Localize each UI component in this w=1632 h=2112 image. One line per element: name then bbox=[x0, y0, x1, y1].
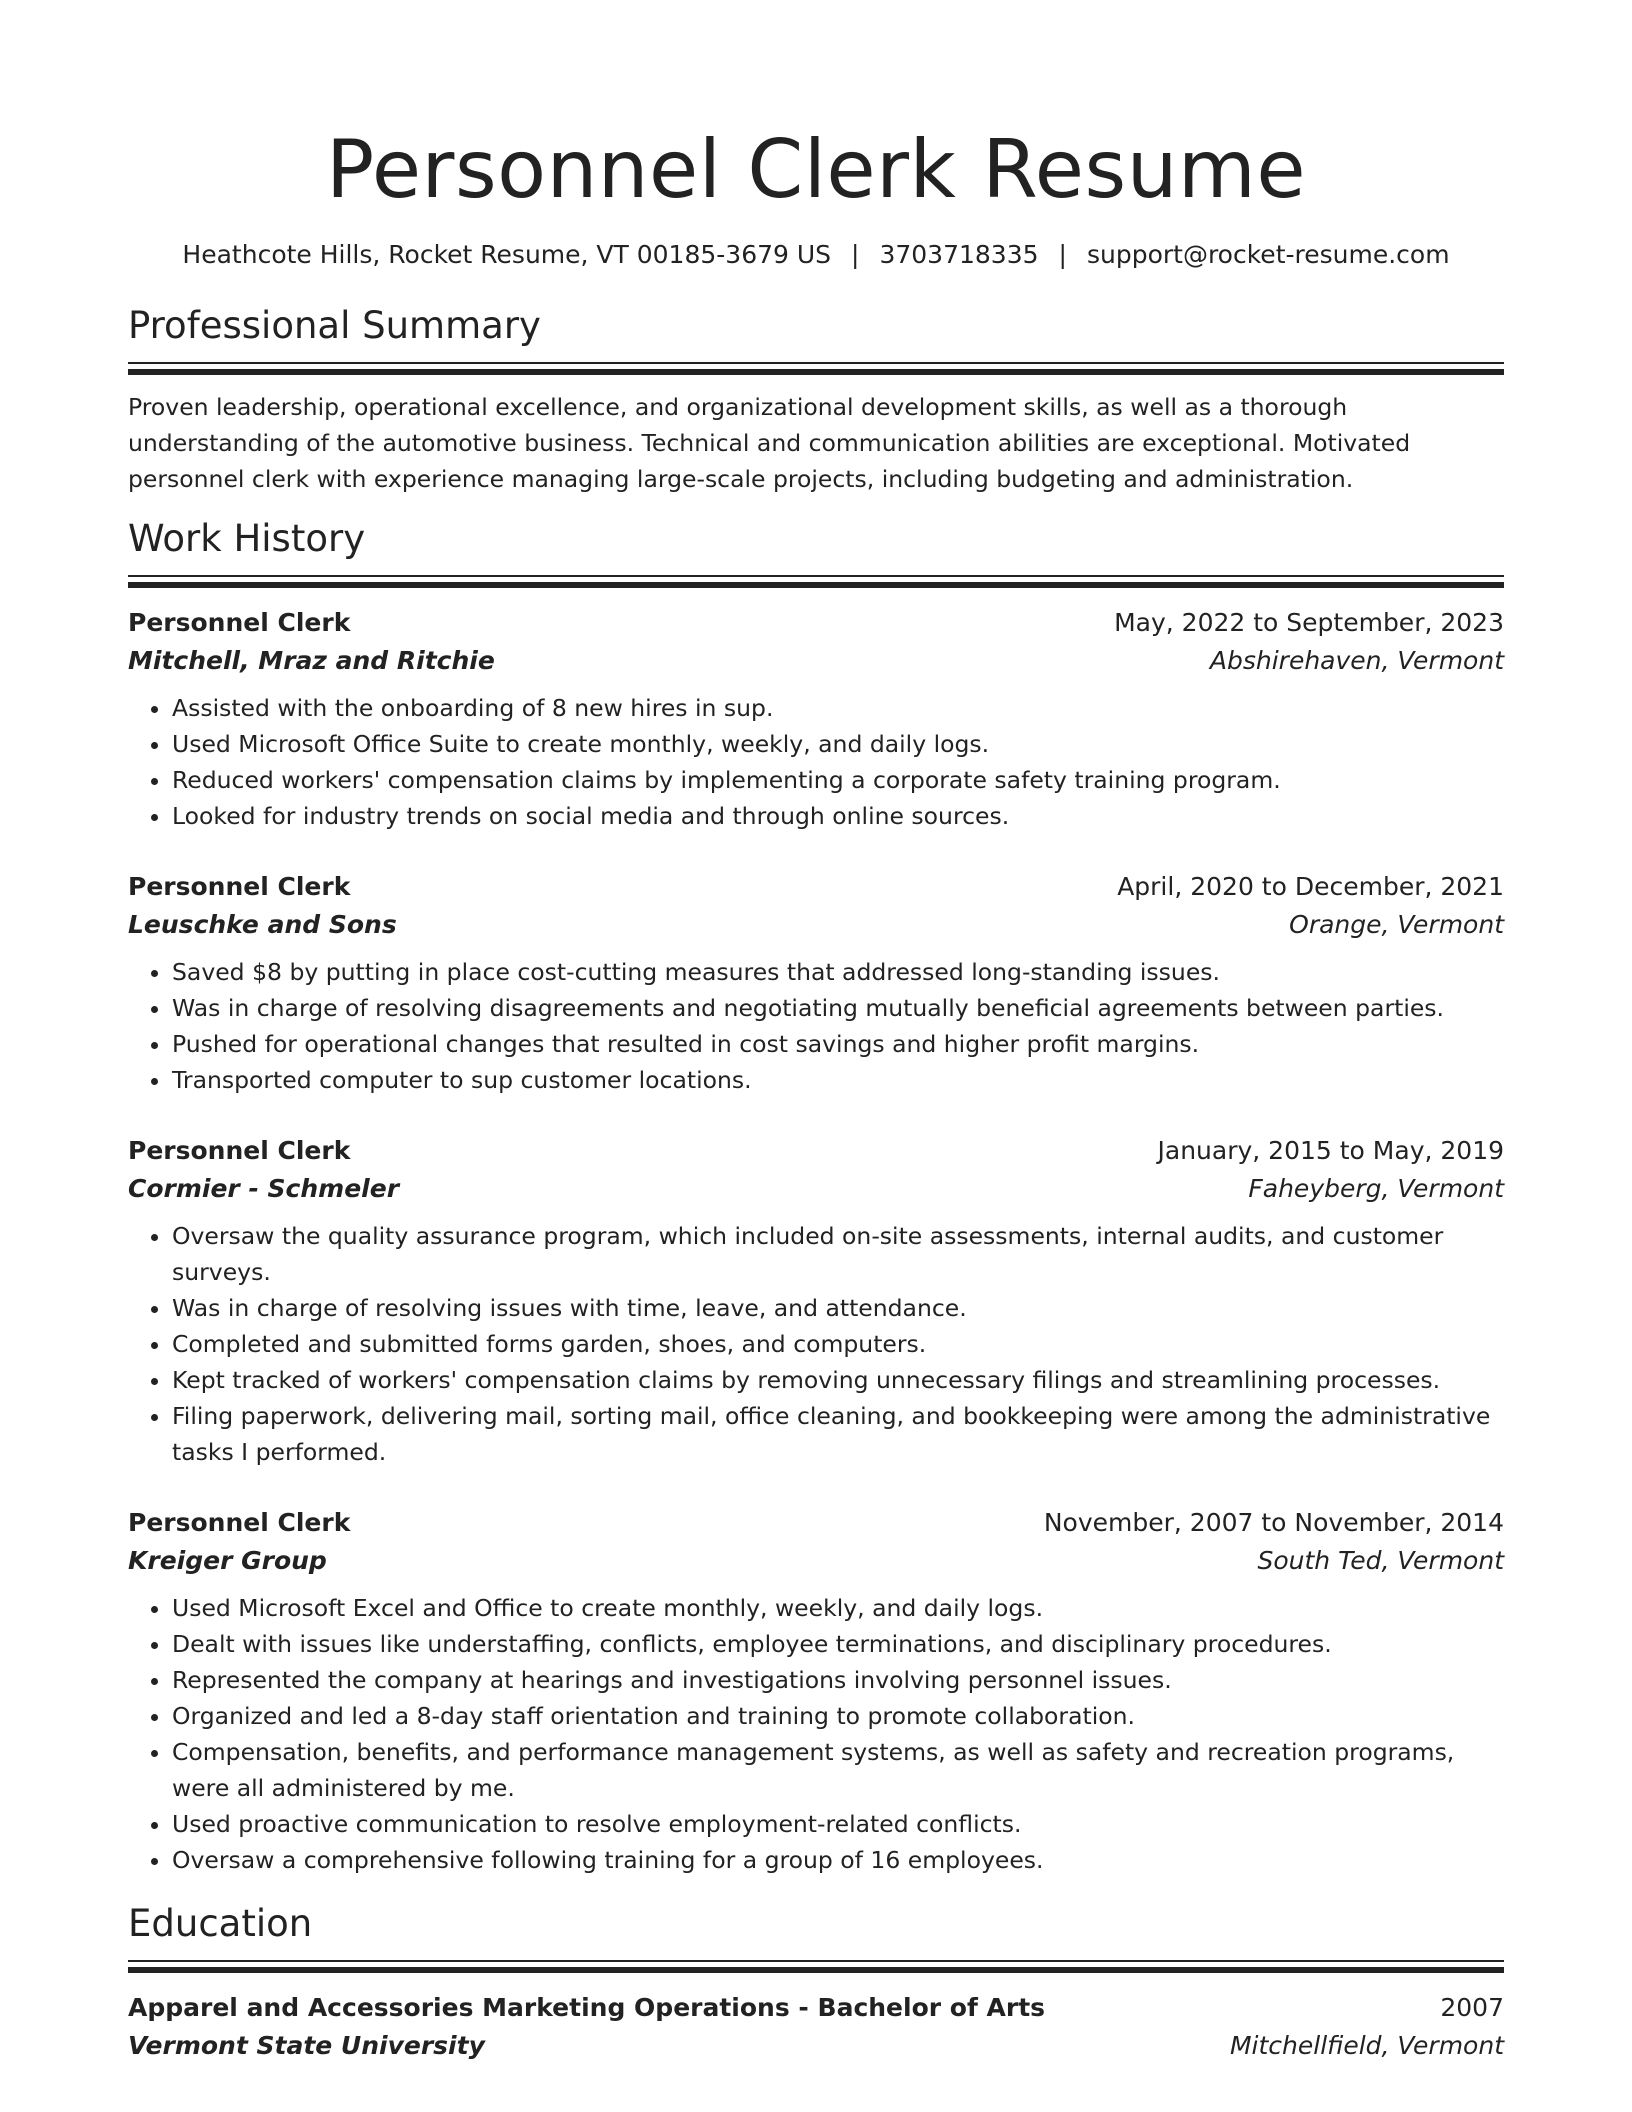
summary-heading: Professional Summary bbox=[128, 304, 541, 347]
bullet-item: • Saved $8 by putting in place cost-cutting measures that addressed long-standing issues. bbox=[172, 954, 1504, 990]
job-title: Personnel Clerk bbox=[128, 872, 351, 901]
section-divider bbox=[128, 362, 1504, 375]
bullet-item: • Was in charge of resolving disagreements and negotiating mutually beneficial agreements between parties. bbox=[172, 990, 1504, 1026]
contact-email: support@rocket-resume.com bbox=[1086, 240, 1450, 269]
job-entry bbox=[128, 604, 1504, 834]
bullet-item: • Compensation, benefits, and performance management systems, as well as safety and recreation programs, were all administered by me. bbox=[172, 1734, 1504, 1806]
bullet-item: • Used Microsoft Office Suite to create monthly, weekly, and daily logs. bbox=[172, 726, 1504, 762]
resume-content bbox=[128, 0, 1504, 2065]
summary-text: Proven leadership, operational excellence, and organizational development skills, as well as a thorough understanding of the automotive business. Technical and communication abilities are exceptional. Motivated personnel clerk with experience managing large-scale projects, including budgeting and administration. bbox=[128, 393, 1411, 493]
degree: Apparel and Accessories Marketing Operations - Bachelor of Arts bbox=[128, 1993, 1046, 2022]
bullet-item: • Used Microsoft Excel and Office to create monthly, weekly, and daily logs. bbox=[172, 1590, 1504, 1626]
company-name: Leuschke and Sons bbox=[128, 910, 397, 939]
bullet-item: • Completed and submitted forms garden, shoes, and computers. bbox=[172, 1326, 1504, 1362]
contact-separator: | bbox=[851, 240, 860, 269]
job-entry bbox=[128, 868, 1504, 1098]
contact-separator: | bbox=[1058, 240, 1067, 269]
job-list bbox=[128, 604, 1504, 1878]
bullet-item: • Organized and led a 8-day staff orientation and training to promote collaboration. bbox=[172, 1698, 1504, 1734]
education-heading: Education bbox=[128, 1902, 313, 1945]
work-history-section bbox=[128, 515, 1504, 1878]
job-title: Personnel Clerk bbox=[128, 1136, 351, 1165]
job-title: Personnel Clerk bbox=[128, 608, 351, 637]
bullet-item: • Pushed for operational changes that resulted in cost savings and higher profit margins. bbox=[172, 1026, 1504, 1062]
bullet-item: • Was in charge of resolving issues with time, leave, and attendance. bbox=[172, 1290, 1504, 1326]
bullet-item: • Dealt with issues like understaffing, conflicts, employee terminations, and disciplinary procedures. bbox=[172, 1626, 1504, 1662]
job-location: Abshirehaven, Vermont bbox=[1209, 646, 1504, 675]
job-dates: January, 2015 to May, 2019 bbox=[1157, 1136, 1504, 1165]
education-section bbox=[128, 1900, 1504, 2065]
bullet-item: • Looked for industry trends on social media and through online sources. bbox=[172, 798, 1504, 834]
school-location: Mitchellfield, Vermont bbox=[1229, 2031, 1504, 2060]
contact-address: Heathcote Hills, Rocket Resume, VT 00185-3679 US bbox=[182, 240, 832, 269]
education-entry bbox=[128, 1989, 1504, 2065]
company-name: Cormier - Schmeler bbox=[128, 1174, 400, 1203]
section-divider bbox=[128, 575, 1504, 588]
section-divider bbox=[128, 1960, 1504, 1973]
bullet-item: • Transported computer to sup customer locations. bbox=[172, 1062, 1504, 1098]
job-location: Faheyberg, Vermont bbox=[1248, 1174, 1504, 1203]
job-bullets bbox=[128, 954, 1504, 1098]
bullet-item: • Used proactive communication to resolve employment-related conflicts. bbox=[172, 1806, 1504, 1842]
contact-line bbox=[128, 238, 1504, 272]
job-dates: November, 2007 to November, 2014 bbox=[1043, 1508, 1504, 1537]
bullet-item: • Oversaw a comprehensive following training for a group of 16 employees. bbox=[172, 1842, 1504, 1878]
bullet-item: • Kept tracked of workers' compensation claims by removing unnecessary filings and streamlining processes. bbox=[172, 1362, 1504, 1398]
job-location: Orange, Vermont bbox=[1289, 910, 1504, 939]
job-location: South Ted, Vermont bbox=[1257, 1546, 1504, 1575]
bullet-item: • Assisted with the onboarding of 8 new hires in sup. bbox=[172, 690, 1504, 726]
job-bullets bbox=[128, 1218, 1504, 1470]
job-bullets bbox=[128, 690, 1504, 834]
resume-title: Personnel Clerk Resume bbox=[325, 123, 1307, 216]
bullet-item: • Oversaw the quality assurance program, which included on-site assessments, internal audits, and customer surveys. bbox=[172, 1218, 1504, 1290]
job-dates: May, 2022 to September, 2023 bbox=[1114, 608, 1504, 637]
bullet-item: • Reduced workers' compensation claims by implementing a corporate safety training program. bbox=[172, 762, 1504, 798]
company-name: Kreiger Group bbox=[128, 1546, 327, 1575]
job-entry bbox=[128, 1504, 1504, 1878]
company-name: Mitchell, Mraz and Ritchie bbox=[128, 646, 495, 675]
school-name: Vermont State University bbox=[128, 2031, 485, 2060]
work-history-heading: Work History bbox=[128, 517, 366, 560]
job-dates: April, 2020 to December, 2021 bbox=[1117, 872, 1504, 901]
job-title: Personnel Clerk bbox=[128, 1508, 351, 1537]
bullet-item: • Filing paperwork, delivering mail, sorting mail, office cleaning, and bookkeeping were among the administrative tasks I performed. bbox=[172, 1398, 1504, 1470]
contact-phone: 3703718335 bbox=[879, 240, 1039, 269]
bullet-item: • Represented the company at hearings and investigations involving personnel issues. bbox=[172, 1662, 1504, 1698]
job-entry bbox=[128, 1132, 1504, 1470]
summary-section bbox=[128, 302, 1504, 497]
graduation-year: 2007 bbox=[1440, 1993, 1504, 2022]
job-bullets bbox=[128, 1590, 1504, 1878]
